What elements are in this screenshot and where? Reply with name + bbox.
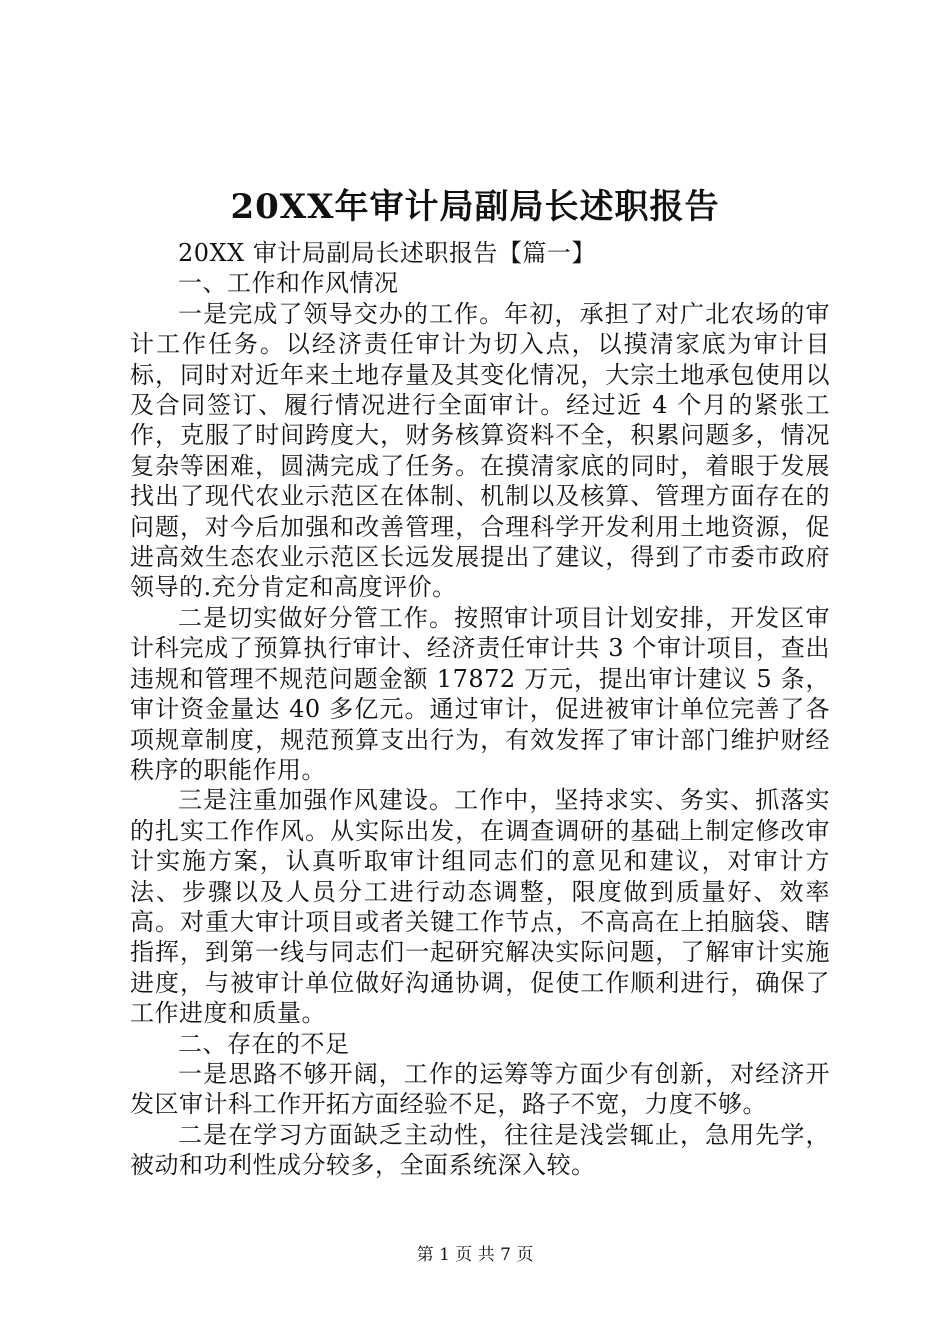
body-paragraph: 二是切实做好分管工作。按照审计项目计划安排，开发区审计科完成了预算执行审计、经济责任审计共 3 个审计项目，查出违规和管理不规范问题金额 17872 万元，提出审计建议 5 条，审计资金量达 40 多亿元。通过审计，促进被审计单位完善了各项规章制度，规范预算支出行为，有效发挥了审计部门维护财经秩序的职能作用。: [130, 603, 830, 784]
body-paragraph: 三是注重加强作风建设。工作中，坚持求实、务实、抓落实的扎实工作作风。从实际出发，在调查调研的基础上制定修改审计实施方案，认真听取审计组同志们的意见和建议，对审计方法、步骤以及人员分工进行动态调整，限度做到质量好、效率高。对重大审计项目或者关键工作节点，不高高在上拍脑袋、瞎指挥，到第一线与同志们一起研究解决实际问题，了解审计实施进度，与被审计单位做好沟通协调，促使工作顺利进行，确保了工作进度和质量。: [130, 786, 830, 1028]
document-title: 20XX年审计局副局长述职报告: [230, 187, 720, 227]
body-paragraph: 二是在学习方面缺乏主动性，往往是浅尝辄止，急用先学，被动和功利性成分较多，全面系统深入较。: [130, 1120, 830, 1180]
body-paragraph: 一是思路不够开阔，工作的运筹等方面少有创新，对经济开发区审计科工作开拓方面经验不足，路子不宽，力度不够。: [130, 1059, 830, 1119]
section-heading: 一、工作和作风情况: [178, 269, 399, 298]
body-paragraph: 一是完成了领导交办的工作。年初，承担了对广北农场的审计工作任务。以经济责任审计为切入点，以摸清家底为审计目标，同时对近年来土地存量及其变化情况，大宗土地承包使用以及合同签订、履行情况进行全面审计。经过近 4 个月的紧张工作，克服了时间跨度大，财务核算资料不全，积累问题多，情况复杂等困难，圆满完成了任务。在摸清家底的同时，着眼于发展找出了现代农业示范区在体制、机制以及核算、管理方面存在的问题，对今后加强和改善管理，合理科学开发利用土地资源，促进高效生态农业示范区长远发展提出了建议，得到了市委市政府领导的.充分肯定和高度评价。: [130, 299, 830, 602]
section-heading: 二、存在的不足: [178, 1029, 350, 1058]
document-body: [130, 238, 830, 1181]
page-footer: 第 1 页 共 7 页: [416, 1245, 534, 1265]
section-heading-subtitle: 20XX 审计局副局长述职报告【篇一】: [178, 239, 596, 267]
